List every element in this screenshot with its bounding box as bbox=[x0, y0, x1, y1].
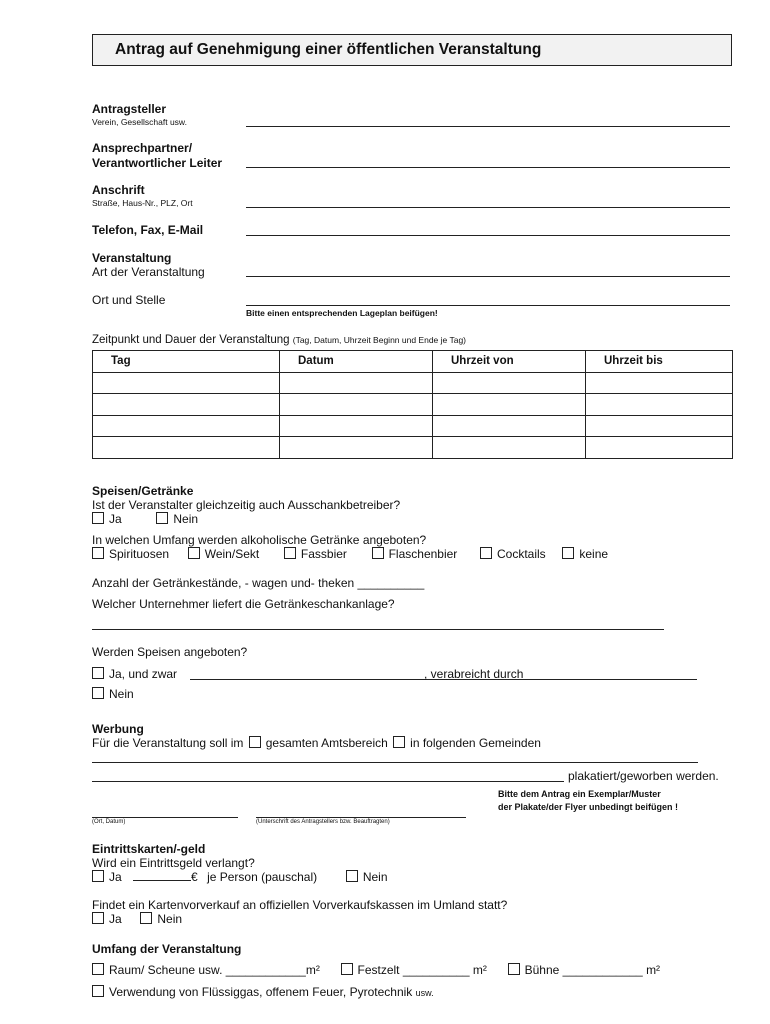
speisen-ja-row bbox=[92, 667, 177, 681]
schedule-caption-main: Zeitpunkt und Dauer der Veranstaltung bbox=[92, 334, 290, 346]
cell[interactable] bbox=[586, 394, 733, 416]
eintritt-row bbox=[92, 870, 388, 884]
flaschenbier-checkbox[interactable] bbox=[372, 547, 384, 559]
gemeinden-checkbox[interactable] bbox=[393, 736, 405, 748]
schankanlage-question: Welcher Unternehmer liefert die Getränkeschankanlage? bbox=[92, 597, 395, 611]
ausschank-question: Ist der Veranstalter gleichzeitig auch Ausschankbetreiber? bbox=[92, 498, 401, 512]
werbung-heading: Werbung bbox=[92, 722, 144, 736]
raum-checkbox[interactable] bbox=[92, 963, 104, 975]
buehne-label: Bühne ____________ m² bbox=[524, 963, 661, 977]
form-title-box bbox=[92, 34, 732, 66]
telefon-label: Telefon, Fax, E-Mail bbox=[92, 223, 204, 237]
eintritt-heading: Eintrittskarten/-geld bbox=[92, 842, 206, 856]
raum-label: Raum/ Scheune usw. ____________m² bbox=[109, 963, 320, 977]
umfang-row bbox=[92, 963, 660, 977]
cell[interactable] bbox=[433, 394, 586, 416]
schedule-caption bbox=[92, 334, 466, 346]
cell[interactable] bbox=[280, 394, 433, 416]
getraenkestaende-question: Anzahl der Getränkestände, - wagen und- theken __________ bbox=[92, 576, 425, 590]
cocktails-label: Cocktails bbox=[496, 547, 546, 561]
anschrift-sub: Straße, Haus-Nr., PLZ, Ort bbox=[92, 198, 193, 208]
amtsbereich-checkbox[interactable] bbox=[249, 736, 261, 748]
antragsteller-label: Antragsteller bbox=[92, 102, 167, 116]
ja-undzwar-label: Ja, und zwar bbox=[109, 667, 178, 681]
lageplan-hint: Bitte einen entsprechenden Lageplan beifügen! bbox=[246, 308, 438, 318]
schankanlage-field[interactable] bbox=[92, 629, 664, 630]
gemeinden-label: in folgenden Gemeinden bbox=[410, 736, 541, 750]
eintritt-question: Wird ein Eintrittsgeld verlangt? bbox=[92, 856, 255, 870]
fassbier-checkbox[interactable] bbox=[284, 547, 296, 559]
cell[interactable] bbox=[586, 372, 733, 394]
wein-label: Wein/Sekt bbox=[204, 547, 260, 561]
buehne-checkbox[interactable] bbox=[508, 963, 520, 975]
speisen-nein-row bbox=[92, 687, 134, 701]
vorverkauf-nein-checkbox[interactable] bbox=[140, 912, 152, 924]
spirituosen-checkbox[interactable] bbox=[92, 547, 104, 559]
alkohol-question: In welchen Umfang werden alkoholische Getränke angeboten? bbox=[92, 533, 427, 547]
ansprechpartner-label: Ansprechpartner/ bbox=[92, 141, 193, 155]
fluessiggas-checkbox[interactable] bbox=[92, 985, 104, 997]
col-tag: Tag bbox=[93, 351, 280, 373]
plakat-hint-1: Bitte dem Antrag ein Exemplar/Muster bbox=[498, 789, 661, 799]
antragsteller-sub: Verein, Gesellschaft usw. bbox=[92, 117, 187, 127]
plakatiert-text: plakatiert/geworben werden. bbox=[568, 769, 719, 783]
umfang-heading: Umfang der Veranstaltung bbox=[92, 942, 242, 956]
cell[interactable] bbox=[586, 437, 733, 459]
eintritt-ja-checkbox[interactable] bbox=[92, 870, 104, 882]
anschrift-label: Anschrift bbox=[92, 183, 145, 197]
nein-label: Nein bbox=[173, 512, 199, 526]
alkohol-options bbox=[92, 547, 608, 561]
form-title: Antrag auf Genehmigung einer öffentlichen Veranstaltung bbox=[115, 41, 542, 58]
cell[interactable] bbox=[93, 415, 280, 437]
ausschank-options bbox=[92, 512, 198, 526]
table-row[interactable] bbox=[93, 437, 733, 459]
schedule-table bbox=[92, 350, 733, 459]
speisen-art-field[interactable] bbox=[190, 679, 426, 680]
vorverkauf-ja-checkbox[interactable] bbox=[92, 912, 104, 924]
ausschank-ja-checkbox[interactable] bbox=[92, 512, 104, 524]
gemeinden-field-1[interactable] bbox=[92, 762, 698, 763]
speisen-nein-label: Nein bbox=[109, 687, 134, 701]
amtsbereich-label: gesamten Amtsbereich bbox=[265, 736, 388, 750]
keine-label: keine bbox=[579, 547, 609, 561]
col-uhrzeit-von: Uhrzeit von bbox=[433, 351, 586, 373]
keine-checkbox[interactable] bbox=[562, 547, 574, 559]
festzelt-checkbox[interactable] bbox=[341, 963, 353, 975]
cell[interactable] bbox=[280, 372, 433, 394]
euro-label: € bbox=[191, 870, 198, 884]
wein-checkbox[interactable] bbox=[188, 547, 200, 559]
spirituosen-label: Spirituosen bbox=[109, 547, 170, 561]
vorverkauf-ja-label: Ja bbox=[109, 912, 122, 926]
cocktails-checkbox[interactable] bbox=[480, 547, 492, 559]
ort-datum-field[interactable] bbox=[92, 817, 238, 818]
schedule-caption-sub: (Tag, Datum, Uhrzeit Beginn und Ende je Tag) bbox=[292, 335, 466, 345]
speisen-question: Werden Speisen angeboten? bbox=[92, 645, 248, 659]
telefon-field[interactable] bbox=[246, 235, 730, 236]
unterschrift-field[interactable] bbox=[256, 817, 466, 818]
werbung-text: Für die Veranstaltung soll im bbox=[92, 736, 244, 750]
ort-field[interactable] bbox=[246, 305, 730, 306]
table-row[interactable] bbox=[93, 415, 733, 437]
je-person-label: je Person (pauschal) bbox=[207, 870, 318, 884]
veranstaltung-label: Veranstaltung bbox=[92, 251, 172, 265]
vorverkauf-options bbox=[92, 912, 182, 926]
cell[interactable] bbox=[93, 437, 280, 459]
cell[interactable] bbox=[93, 394, 280, 416]
cell[interactable] bbox=[433, 372, 586, 394]
col-uhrzeit-bis: Uhrzeit bis bbox=[586, 351, 733, 373]
verabreicht-field[interactable] bbox=[424, 679, 697, 680]
speisen-heading: Speisen/Getränke bbox=[92, 484, 194, 498]
festzelt-label: Festzelt __________ m² bbox=[357, 963, 487, 977]
fassbier-label: Fassbier bbox=[300, 547, 347, 561]
cell[interactable] bbox=[93, 372, 280, 394]
eintritt-nein-label: Nein bbox=[362, 870, 388, 884]
leiter-label: Verantwortlicher Leiter bbox=[92, 156, 223, 170]
art-label: Art der Veranstaltung bbox=[92, 265, 205, 279]
eintritt-ja-label: Ja bbox=[109, 870, 122, 884]
plakat-hint-2: der Plakate/der Flyer unbedingt beifügen ! bbox=[498, 802, 679, 812]
anschrift-field[interactable] bbox=[246, 207, 730, 208]
art-field[interactable] bbox=[246, 276, 730, 277]
cell[interactable] bbox=[433, 437, 586, 459]
vorverkauf-nein-label: Nein bbox=[157, 912, 183, 926]
ort-datum-label: (Ort, Datum) bbox=[92, 819, 126, 825]
table-row[interactable] bbox=[93, 372, 733, 394]
eintritt-nein-checkbox[interactable] bbox=[346, 870, 358, 882]
ausschank-nein-checkbox[interactable] bbox=[156, 512, 168, 524]
unterschrift-label: (Unterschrift des Antragstellers bzw. Beauftragten) bbox=[256, 819, 390, 825]
cell[interactable] bbox=[586, 415, 733, 437]
ansprechpartner-field[interactable] bbox=[246, 167, 730, 168]
col-datum: Datum bbox=[280, 351, 433, 373]
vorverkauf-question: Findet ein Kartenvorverkauf an offiziellen Vorverkaufskassen im Umland statt? bbox=[92, 898, 508, 912]
gemeinden-field-2[interactable] bbox=[92, 781, 564, 782]
flaschenbier-label: Flaschenbier bbox=[388, 547, 458, 561]
table-header-row bbox=[93, 351, 733, 373]
fluessiggas-label: Verwendung von Flüssiggas, offenem Feuer, Pyrotechnik bbox=[109, 985, 413, 999]
usw-label: usw. bbox=[415, 988, 434, 998]
fluessiggas-row bbox=[92, 985, 434, 999]
ort-label: Ort und Stelle bbox=[92, 293, 166, 307]
speisen-nein-checkbox[interactable] bbox=[92, 687, 104, 699]
cell[interactable] bbox=[280, 437, 433, 459]
cell[interactable] bbox=[280, 415, 433, 437]
table-row[interactable] bbox=[93, 394, 733, 416]
antragsteller-field[interactable] bbox=[246, 126, 730, 127]
werbung-row bbox=[92, 736, 541, 750]
cell[interactable] bbox=[433, 415, 586, 437]
speisen-ja-checkbox[interactable] bbox=[92, 667, 104, 679]
verabreicht-label: , verabreicht durch bbox=[424, 667, 524, 681]
ja-label: Ja bbox=[109, 512, 122, 526]
